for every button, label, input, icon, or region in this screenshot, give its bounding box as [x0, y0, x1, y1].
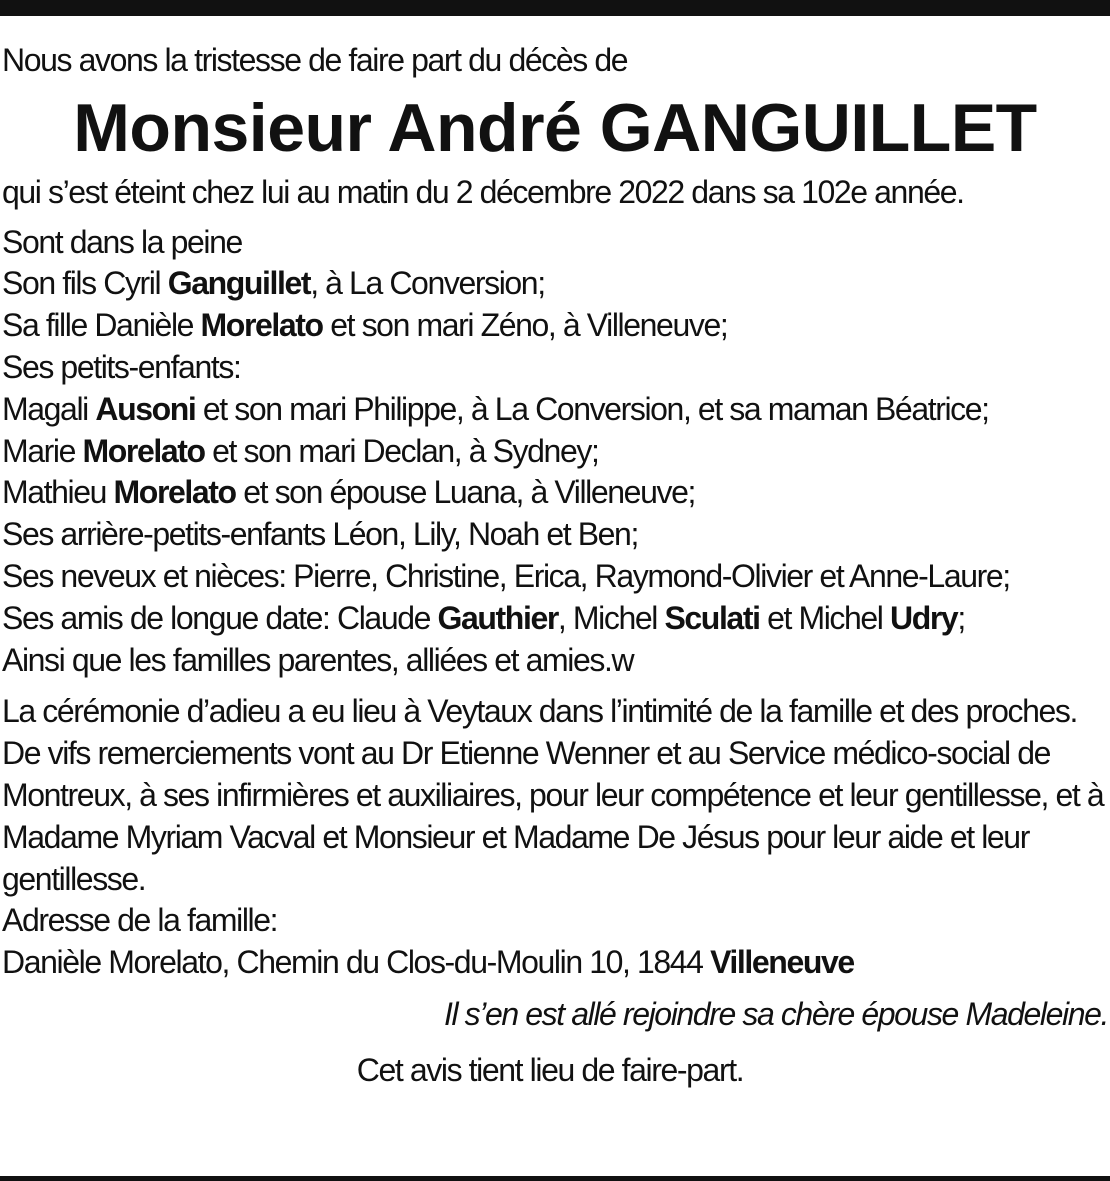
family-line: Ses petits-enfants: — [2, 348, 241, 385]
family-line: Ses amis de longue date: Claude Gauthier, Michel Sculati et Michel Udry; — [2, 599, 965, 636]
bottom-rule — [0, 1176, 1110, 1181]
deceased-name: Monsieur André GANGUILLET — [73, 89, 1037, 166]
family-line: Sa fille Danièle Morelato et son mari Zéno, à Villeneuve; — [2, 307, 728, 344]
family-line: Son fils Cyril Ganguillet, à La Conversion; — [2, 265, 545, 302]
ceremony-paragraph: La cérémonie d’adieu a eu lieu à Veytaux dans l’intimité de la famille et des proches. — [2, 693, 1077, 730]
intro-line: Nous avons la tristesse de faire part du décès de — [2, 42, 628, 78]
notice-content — [2, 40, 1108, 1092]
notice-line: Cet avis tient lieu de faire-part. — [356, 1051, 744, 1088]
address-label: Adresse de la famille: — [2, 902, 278, 939]
family-line: Ses neveux et nièces: Pierre, Christine, Erica, Raymond-Olivier et Anne-Laure; — [2, 557, 1010, 594]
top-rule — [0, 0, 1110, 16]
address-line: Danièle Morelato, Chemin du Clos-du-Moulin 10, 1844 Villeneuve — [2, 944, 854, 981]
family-line: Marie Morelato et son mari Declan, à Sydney; — [2, 432, 599, 469]
signoff-line: Il s’en est allé rejoindre sa chère épouse Madeleine. — [443, 995, 1108, 1032]
family-line: Magali Ausoni et son mari Philippe, à La Conversion, et sa maman Béatrice; — [2, 390, 989, 427]
family-line: Ainsi que les familles parentes, alliées et amies.w — [2, 641, 634, 678]
family-line: Mathieu Morelato et son épouse Luana, à Villeneuve; — [2, 474, 695, 511]
thanks-paragraph: De vifs remerciements vont au Dr Etienne Wenner et au Service médico-social de Montreux, à ses infirmières et auxiliaires, pour leur compétence et leur gentillesse, et à Madame Myriam Vacval et Monsieur et Madame De Jésus pour leur aide et leur gentillesse. — [2, 735, 1104, 897]
family-heading: Sont dans la peine — [2, 223, 242, 260]
family-line: Ses arrière-petits-enfants Léon, Lily, Noah et Ben; — [2, 516, 638, 553]
death-line: qui s’est éteint chez lui au matin du 2 décembre 2022 dans sa 102e année. — [2, 173, 964, 210]
